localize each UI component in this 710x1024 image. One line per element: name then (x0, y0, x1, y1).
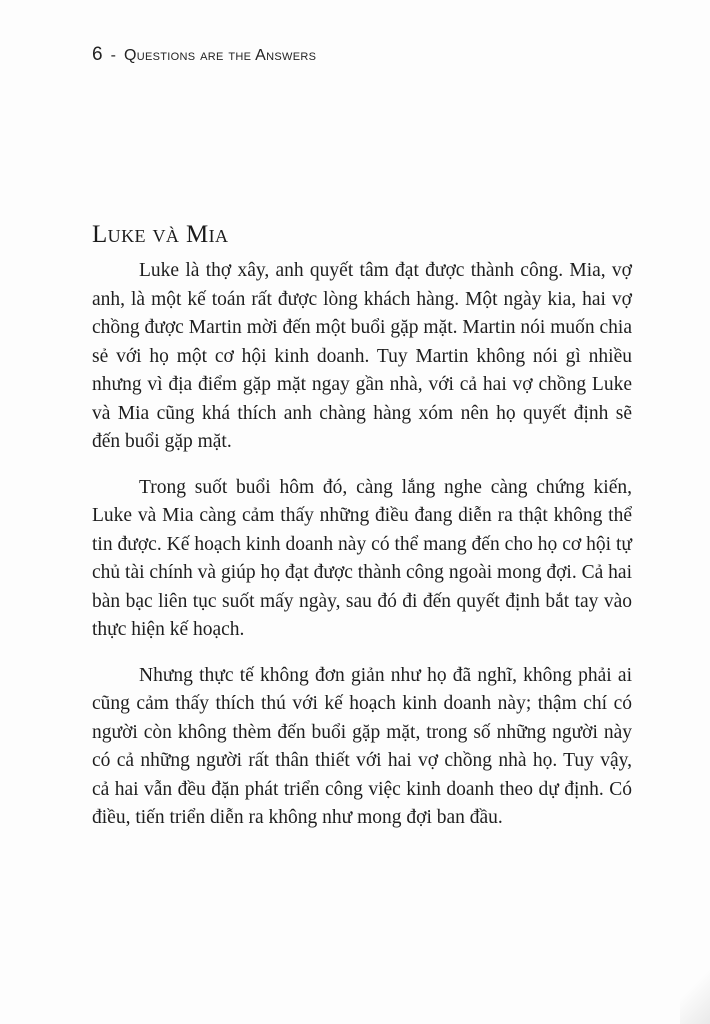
paragraph-3: Nhưng thực tế không đơn giản như họ đã nghĩ, không phải ai cũng cảm thấy thích thú với kế hoạch kinh doanh này; thậm chí có người còn không thèm đến buổi gặp mặt, trong số những người này có cả những người rất thân thiết với hai vợ chồng nhà họ. Tuy vậy, cả hai vẫn đều đặn phát triển công việc kinh doanh theo dự định. Có điều, tiến triển diễn ra không như mong đợi ban đầu. (92, 664, 632, 828)
paragraph-2: Trong suốt buổi hôm đó, càng lắng nghe càng chứng kiến, Luke và Mia càng cảm thấy những điều đang diễn ra thật không thể tin được. Kế hoạch kinh doanh này có thể mang đến cho họ cơ hội tự chủ tài chính và giúp họ đạt được thành công ngoài mong đợi. Cả hai bàn bạc liên tục suốt mấy ngày, sau đó đi đến quyết định bắt tay vào thực hiện kế hoạch. (92, 476, 632, 640)
running-header (92, 44, 316, 66)
page-edge-shadow (680, 960, 710, 1024)
body-text (92, 257, 632, 850)
header-separator: - (110, 47, 117, 64)
book-title: Questions are the Answers (124, 47, 317, 64)
paragraph-1: Luke là thợ xây, anh quyết tâm đạt được thành công. Mia, vợ anh, là một kế toán rất được lòng khách hàng. Một ngày kia, hai vợ chồng được Martin mời đến một buổi gặp mặt. Martin nói muốn chia sẻ với họ một cơ hội kinh doanh. Tuy Martin không nói gì nhiều nhưng vì địa điểm gặp mặt ngay gần nhà, với cả hai vợ chồng Luke và Mia cũng khá thích anh chàng hàng xóm nên họ quyết định sẽ đến buổi gặp mặt. (92, 260, 632, 452)
page-number: 6 (92, 44, 103, 65)
section-title: Luke và Mia (92, 221, 229, 248)
